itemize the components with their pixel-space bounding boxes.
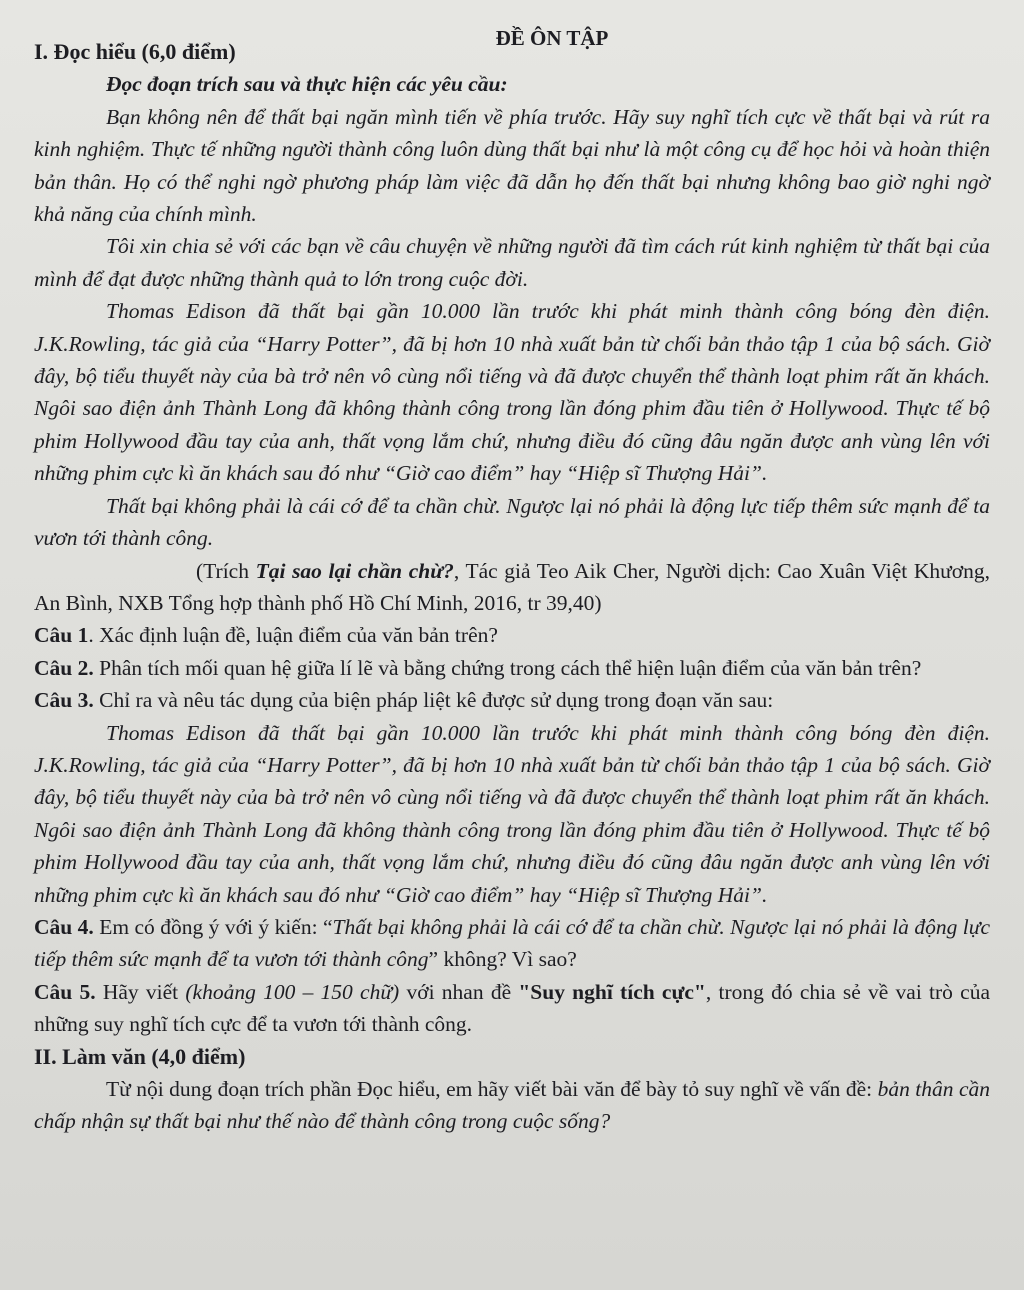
question-1-label: Câu 1 bbox=[34, 623, 89, 648]
section2-heading: II. Làm văn (4,0 điểm) bbox=[34, 1043, 246, 1069]
question-5-topic: "Suy nghĩ tích cực" bbox=[518, 979, 706, 1004]
passage-paragraph-3: Thomas Edison đã thất bại gần 10.000 lần trước khi phát minh thành công bóng đèn điện. J.K.Rowling, tác giả của “Harry Potter”, đã bị hơn 10 nhà xuất bản từ chối bản thảo tập 1 của bộ sách. Giờ đây, bộ tiểu thuyết này của bà trở nên vô cùng nổi tiếng và đã được chuyển thể thành loạt phim rất ăn khách. Ngôi sao điện ảnh Thành Long đã không thành công trong lần đóng phim đầu tiên ở Hollywood. Thực tế bộ phim Hollywood đầu tay của anh, thất vọng lắm chứ, nhưng điều đó cũng đâu ngăn được anh vùng lên với những phim cực kì ăn khách sau đó như “Giờ cao điểm” hay “Hiệp sĩ Thượng Hải”. bbox=[34, 299, 990, 486]
page-title: ĐỀ ÔN TẬP bbox=[495, 26, 609, 50]
question-3-label: Câu 3. bbox=[34, 688, 94, 713]
question-2-text: Phân tích mối quan hệ giữa lí lẽ và bằng chứng trong cách thể hiện luận điểm của văn bản trên? bbox=[93, 655, 922, 680]
instruction: Đọc đoạn trích sau và thực hiện các yêu cầu: bbox=[106, 72, 508, 97]
question-4-suffix: ” không? Vì sao? bbox=[428, 947, 577, 972]
passage-paragraph-1: Bạn không nên để thất bại ngăn mình tiến về phía trước. Hãy suy nghĩ tích cực về thất bại và rút ra kinh nghiệm. Thực tế những người thành công luôn dùng thất bại như là một công cụ để học hỏi và hoàn thiện bản thân. Họ có thể nghi ngờ phương pháp làm việc đã dẫn họ đến thất bại nhưng không bao giờ nghi ngờ khả năng của chính mình. bbox=[34, 104, 990, 227]
question-5-prefix: Hãy viết bbox=[95, 979, 186, 1004]
question-2-label: Câu 2. bbox=[34, 655, 94, 680]
question-3-quote: Thomas Edison đã thất bại gần 10.000 lần trước khi phát minh thành công bóng đèn điện. J.K.Rowling, tác giả của “Harry Potter”, đã bị hơn 10 nhà xuất bản từ chối bản thảo tập 1 của bộ sách. Giờ đây, bộ tiểu thuyết này của bà trở nên vô cùng nổi tiếng và đã được chuyển thể thành loạt phim rất ăn khách. Ngôi sao điện ảnh Thành Long đã không thành công trong lần đóng phim đầu tiên ở Hollywood. Thực tế bộ phim Hollywood đầu tay của anh, thất vọng lắm chứ, nhưng điều đó cũng đâu ngăn được anh vùng lên với những phim cực kì ăn khách sau đó như “Giờ cao điểm” hay “Hiệp sĩ Thượng Hải”. bbox=[34, 720, 990, 907]
passage-paragraph-4: Thất bại không phải là cái cớ để ta chần chừ. Ngược lại nó phải là động lực tiếp thêm sức mạnh để ta vươn tới thành công. bbox=[34, 493, 990, 551]
section2-prompt-text: Từ nội dung đoạn trích phần Đọc hiểu, em hãy viết bài văn để bày tỏ suy nghĩ về vấn đề: bbox=[106, 1077, 878, 1101]
passage-paragraph-2: Tôi xin chia sẻ với các bạn về câu chuyện về những người đã tìm cách rút kinh nghiệm từ thất bại của mình để đạt được những thành quả to lớn trong cuộc đời. bbox=[34, 234, 990, 291]
citation-source: , Tác giả Teo Aik Cher, Người dịch: Cao Xuân Việt Khương, An Bình, NXB Tổng hợp thành phố Hồ Chí Minh, 2016, tr 39,40) bbox=[34, 558, 991, 615]
citation-title: Tại sao lại chần chừ? bbox=[255, 558, 454, 583]
question-2 bbox=[34, 652, 990, 684]
question-3-text: Chỉ ra và nêu tác dụng của biện pháp liệt kê được sử dụng trong đoạn văn sau: bbox=[93, 688, 774, 713]
question-1-text: . Xác định luận đề, luận điểm của văn bản trên? bbox=[88, 623, 498, 648]
section2-prompt bbox=[34, 1073, 990, 1138]
question-5-label: Câu 5. bbox=[34, 979, 96, 1004]
question-4 bbox=[34, 911, 990, 976]
question-3 bbox=[34, 684, 990, 716]
question-5-length: (khoảng 100 – 150 chữ) bbox=[185, 979, 400, 1004]
question-4-quote: Thất bại không phải là cái cớ để ta chần chừ. Ngược lại nó phải là động lực tiếp thêm sức mạnh để ta vươn tới thành công bbox=[34, 914, 991, 972]
question-1 bbox=[34, 619, 990, 651]
citation bbox=[34, 555, 990, 620]
section1-heading: I. Đọc hiểu (6,0 điểm) bbox=[34, 39, 236, 64]
section2-prompt-italic: bản thân cần chấp nhận sự thất bại như thế nào để thành công trong cuộc sống? bbox=[34, 1077, 990, 1134]
question-5-middle: với nhan đề bbox=[399, 979, 519, 1004]
question-5-suffix: , trong đó chia sẻ về vai trò của những suy nghĩ tích cực để ta vươn tới thành công. bbox=[34, 979, 991, 1037]
question-5 bbox=[34, 976, 990, 1041]
citation-prefix: (Trích bbox=[196, 558, 256, 583]
question-4-prefix: Em có đồng ý với ý kiến: “ bbox=[93, 914, 333, 939]
question-4-label: Câu 4. bbox=[34, 914, 94, 939]
